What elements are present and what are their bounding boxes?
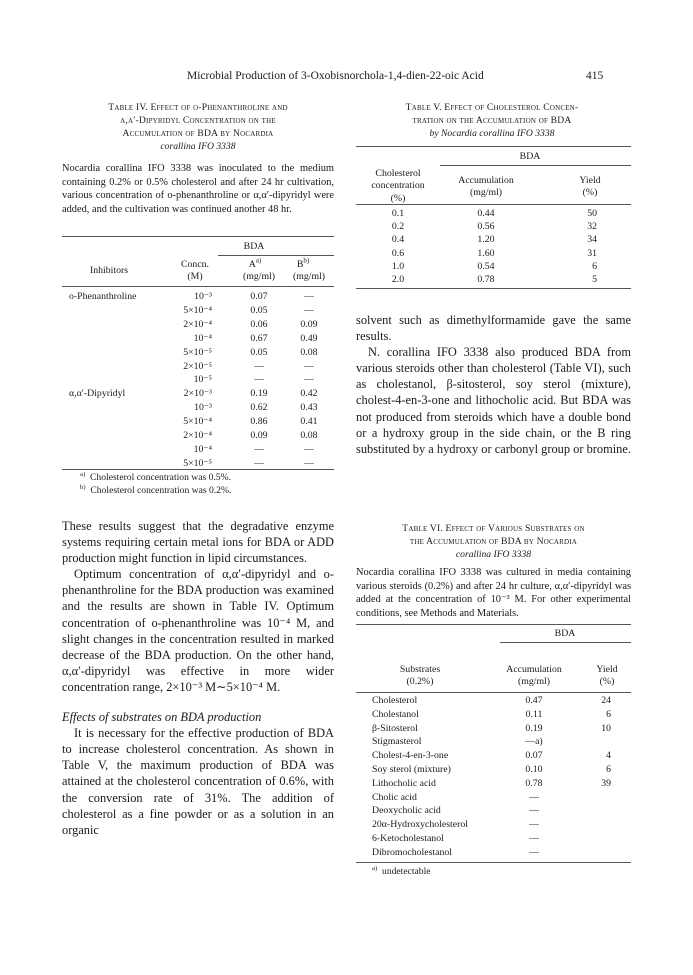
table6-accumulation: —: [529, 819, 539, 831]
table6-yield: 6: [606, 764, 611, 775]
table6-col-yield: Yield (%): [596, 664, 618, 688]
table4-concn: 10⁻³: [194, 291, 212, 302]
table6-accumulation: —: [529, 805, 539, 817]
table4-value-b: 0.09: [300, 318, 318, 330]
table5-header-rule: [356, 204, 631, 205]
table4-bottom-rule: [62, 469, 334, 470]
table5-cholesterol: 2.0: [391, 274, 405, 285]
table5-cholesterol: 0.6: [391, 247, 405, 259]
table4-caption-line: α,α′-Dipyridyl Concentration on the: [120, 115, 276, 126]
table4-value-a: 0.62: [250, 402, 268, 414]
table6-accumulation: —a): [525, 736, 543, 748]
table6-substrate: Stigmasterol: [372, 736, 422, 748]
table4-value-b: —: [304, 291, 314, 302]
table4-value-a: 0.86: [250, 416, 268, 428]
table4-value-b: —: [304, 360, 314, 372]
table5-cholesterol: 0.1: [391, 208, 405, 219]
table5-col-cholesterol: Cholesterol concentration (%): [371, 168, 425, 204]
table4-col-b: $B^{b)}$: [296, 257, 310, 270]
table6-substrate: 6-Ketocholestanol: [372, 833, 444, 844]
table6-caption-line: the Accumulation of BDA by Nocardia: [409, 536, 578, 547]
table4-col-concn: Concn.: [180, 259, 210, 270]
table4-caption: [62, 101, 334, 153]
table4-value-b: 0.41: [300, 416, 318, 428]
right-column-text: [356, 312, 631, 457]
table4-value-b: —: [304, 443, 314, 455]
table6-col-substrates: Substrates (0.2%): [399, 664, 441, 688]
table4-concn: 5×10⁻⁴: [183, 304, 212, 316]
table5-caption-line: by Nocardia corallina IFO 3338: [429, 128, 555, 139]
table6-accumulation: 0.11: [525, 708, 543, 720]
table6-footnote: $^{a)}$ undetectable: [372, 864, 431, 877]
table4-value-a: 0.07: [250, 291, 268, 302]
table4-concn: 10⁻⁵: [193, 374, 212, 386]
table4-value-a: 0.09: [250, 430, 268, 441]
table6-substrate: β-Sitosterol: [372, 722, 418, 734]
table5-accumulation: 0.44: [477, 208, 495, 219]
table4-value-a: 0.67: [250, 332, 268, 344]
table5-yield: 5: [592, 274, 597, 285]
left-paragraph: These results suggest that the degradative enzyme systems requiring certain metal ions for BDA or ADD production might function in lipid circumstances.: [62, 519, 334, 566]
table6-col-accumulation: Accumulation (mg/ml): [506, 664, 562, 688]
table4-value-a: 0.19: [250, 388, 268, 400]
right-paragraph: N. corallina IFO 3338 also produced BDA from various steroids other than cholesterol (Table VI), such as cholestanol, β-sitosterol, soy sterol (mixture), cholest-4-en-3-one and lithocholic acid. But BDA was not produced from steroids which have a double bond or a hydroxy group in the side chain, or the B ring substituted by a hydroxy or carbonyl group or bromine.: [356, 345, 631, 456]
table6-accumulation: 0.78: [525, 777, 543, 789]
table5-top-rule: [356, 146, 631, 147]
left-paragraph: Optimum concentration of α,α′-dipyridyl and o-phenanthroline for the BDA production was examined and the results are shown in Table IV. Optimum concentration of o-phenanthroline was 10⁻⁴ M, and slight changes in the concentration resulted in marked decrease of the BDA production. On the other hand, α,α′-dipyridyl was effective in more wider concentration range, 2×10⁻³ M∼5×10⁻⁴ M.: [62, 567, 334, 694]
table4-value-a: 0.05: [250, 346, 268, 358]
table4-concn: 10⁻³: [194, 402, 212, 414]
table5-caption: [356, 101, 628, 140]
table6-accumulation: 0.07: [525, 750, 543, 762]
page-number: 415: [586, 70, 604, 82]
table5-cholesterol: 0.4: [391, 234, 405, 246]
table6-substrate: Deoxycholic acid: [372, 805, 441, 817]
table4-note: Nocardia corallina IFO 3338 was inoculated to the medium containing 0.2% or 0.5% cholesterol and after 24 hr cultivation, various concentration of o-phenanthroline or α,α′-dipyridyl were added, and the cultivation was continued another 48 hr.: [62, 163, 334, 215]
table4-top-rule: [62, 236, 334, 237]
table6-group-header: BDA: [554, 628, 576, 639]
table6-yield: 24: [601, 695, 611, 706]
table4-value-a: —: [254, 374, 264, 386]
running-title: Microbial Production of 3-Oxobisnorchola-1,4-dien-22-oic Acid: [187, 70, 484, 82]
table5-accumulation: 0.78: [477, 274, 495, 285]
table4-footnote-b: $^{b)}$ Cholesterol concentration was 0.2%.: [80, 483, 232, 496]
table4-concn: 2×10⁻⁴: [183, 430, 212, 441]
table5-cholesterol: 0.2: [391, 221, 405, 233]
table6-accumulation: —: [529, 791, 539, 803]
table4-value-b: 0.43: [300, 402, 318, 414]
table6-caption: [356, 522, 631, 561]
table6-substrate: Lithocholic acid: [372, 777, 436, 789]
table6-substrate: Cholic acid: [372, 791, 417, 803]
table5-yield: 31: [587, 247, 597, 259]
table4-concn: 10⁻⁴: [193, 443, 212, 455]
table6-group-rule: [500, 642, 631, 643]
table6-accumulation: —: [529, 833, 539, 844]
table5-group-rule: [440, 165, 631, 166]
table4-value-b: 0.49: [300, 332, 318, 344]
table4-concn: 5×10⁻⁴: [183, 416, 212, 428]
table6-accumulation: 0.19: [525, 722, 543, 734]
table4-col-a: $A^{a)}$: [248, 257, 262, 270]
table6-accumulation: 0.47: [525, 695, 543, 706]
table6-substrate: Cholestanol: [372, 708, 419, 720]
table6-bottom-rule: [356, 862, 631, 863]
table5-accumulation: 1.60: [477, 247, 495, 259]
right-paragraph: solvent such as dimethylformamide gave the same results.: [356, 313, 631, 344]
table4-value-b: 0.08: [300, 430, 318, 441]
table5-caption-line: Table V. Effect of Cholesterol Concen-: [405, 102, 579, 113]
table5-cholesterol: 1.0: [391, 260, 405, 272]
table4-concn: 2×10⁻⁴: [183, 318, 212, 330]
table4-concn: 10⁻⁴: [193, 332, 212, 344]
table5-bottom-rule: [356, 288, 631, 289]
table4-value-b: —: [304, 457, 314, 469]
left-paragraph: It is necessary for the effective production of BDA to increase cholesterol concentration. As shown in Table V, the maximum production of BDA was attained at the cholesterol concentration of 0.6%, with the conversion rate of 31%. The addition of cholesterol as a fine powder or as a solution in an organic: [62, 726, 334, 837]
table6-substrate: Cholest-4-en-3-one: [372, 750, 449, 762]
table5-yield: 6: [592, 260, 597, 272]
table5-col-accumulation: Accumulation (mg/ml): [458, 175, 514, 199]
table5-accumulation: 1.20: [477, 234, 495, 246]
table4-caption-line: Table IV. Effect of o-Phenanthroline and: [108, 102, 288, 113]
table4-col-concn-unit: (M): [187, 271, 203, 282]
table4-col-a-unit: (mg/ml): [242, 271, 276, 282]
table4-inhibitor: o-Phenanthroline: [69, 291, 137, 302]
table5-accumulation: 0.54: [477, 260, 495, 272]
table4-value-b: 0.08: [300, 346, 318, 358]
table6-substrate: 20α-Hydroxycholesterol: [372, 819, 469, 831]
table4-value-a: 0.05: [250, 304, 268, 316]
table4-value-a: —: [254, 457, 264, 469]
table4-caption-line: Accumulation of BDA by Nocardia: [122, 128, 274, 139]
section-title: Effects of substrates on BDA production: [62, 710, 262, 725]
table4-footnote-a: $^{a)}$ Cholesterol concentration was 0.5%.: [80, 470, 231, 483]
left-column-text: [62, 518, 334, 838]
table4-concn: 5×10⁻⁵: [183, 457, 212, 469]
table6-substrate: Dibromocholestanol: [372, 846, 452, 858]
table5-yield: 50: [587, 208, 597, 219]
table6-caption-line: Table VI. Effect of Various Substrates on: [402, 523, 585, 534]
table6-yield: 39: [601, 777, 611, 789]
table6-caption-line: corallina IFO 3338: [455, 549, 532, 560]
table4-concn: 2×10⁻³: [183, 388, 212, 400]
table6-yield: 4: [606, 750, 611, 762]
table5-accumulation: 0.56: [477, 221, 495, 233]
table4-inhibitor: α,α′-Dipyridyl: [69, 388, 126, 400]
table4-value-b: 0.42: [300, 388, 318, 400]
table4-value-b: —: [304, 304, 314, 316]
table5-col-yield: Yield (%): [579, 175, 601, 199]
table4-header-rule: [62, 286, 334, 287]
table4-group-header: BDA: [243, 241, 265, 252]
table5-yield: 32: [587, 221, 597, 233]
table6-header-rule: [356, 692, 631, 693]
table6-substrate: Soy sterol (mixture): [372, 764, 451, 775]
table6-yield: 6: [606, 708, 611, 720]
table6-accumulation: 0.10: [525, 764, 543, 775]
table4-value-a: —: [254, 360, 264, 372]
table6-accumulation: —: [529, 846, 539, 858]
table5-group-header: BDA: [519, 151, 541, 162]
table4-value-b: —: [304, 374, 314, 386]
table4-caption-line: corallina IFO 3338: [160, 141, 236, 152]
table4-concn: 5×10⁻⁵: [183, 346, 212, 358]
table4-col-b-unit: (mg/ml): [292, 271, 326, 282]
table5-yield: 34: [587, 234, 597, 246]
table4-value-a: 0.06: [250, 318, 268, 330]
table6-top-rule: [356, 624, 631, 625]
table4-concn: 2×10⁻⁵: [183, 360, 212, 372]
table6-yield: 10: [601, 722, 611, 734]
table4-value-a: —: [254, 443, 264, 455]
table6-note: Nocardia corallina IFO 3338 was cultured in media containing various steroids (0.2%) and after 24 hr culture, α,α′-dipyridyl was added at the concentration of 10⁻³ M. For other experimental conditions, see Methods and Materials.: [356, 567, 631, 619]
table4-group-rule: [218, 255, 334, 256]
table5-caption-line: tration on the Accumulation of BDA: [412, 115, 572, 126]
table4-col-inhibitors: Inhibitors: [90, 265, 129, 276]
table6-substrate: Cholesterol: [372, 695, 418, 706]
